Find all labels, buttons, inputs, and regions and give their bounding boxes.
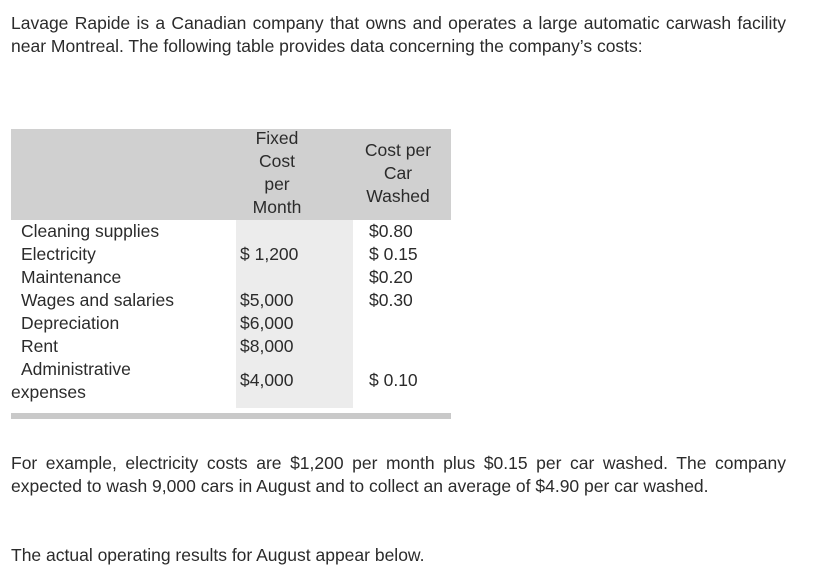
- table-bottom-border: [11, 413, 451, 419]
- admin-label-line1: Administrative: [21, 359, 131, 379]
- row-label: Cleaning supplies: [21, 221, 160, 241]
- row-fixed-cost: $5,000: [240, 290, 294, 310]
- row-fixed-cost: $ 1,200: [240, 244, 299, 264]
- fixed-header-line: Month: [252, 197, 302, 217]
- row-label: Electricity: [21, 244, 96, 264]
- fixed-header-line: Cost: [259, 151, 295, 171]
- row-variable-cost: $0.80: [369, 221, 413, 241]
- fixed-header-line: Fixed: [255, 128, 299, 148]
- row-variable-cost: $0.30: [369, 290, 413, 310]
- example-paragraph: For example, electricity costs are $1,200 per month plus $0.15 per car washed. The company expected to wash 9,000 cars in August and to collect an average of $4.90 per car washed.: [11, 453, 786, 496]
- var-header-line: Washed: [366, 186, 430, 206]
- var-header-line: Car: [383, 163, 413, 183]
- admin-variable-cost: $ 0.10: [369, 370, 418, 390]
- fixed-header-line: per: [264, 174, 290, 194]
- fixed-cost-header: [242, 127, 312, 219]
- table-body: [11, 220, 451, 408]
- admin-label-line2: expenses: [11, 382, 86, 402]
- row-label: Maintenance: [21, 267, 122, 287]
- variable-cost-header: [356, 139, 440, 208]
- row-variable-cost: $ 0.15: [369, 244, 418, 264]
- table-header: [11, 129, 451, 220]
- row-fixed-cost: $8,000: [240, 336, 294, 356]
- cost-table: [11, 129, 451, 408]
- row-fixed-cost: $6,000: [240, 313, 294, 333]
- closing-paragraph: The actual operating results for August appear below.: [11, 545, 425, 565]
- row-label: Depreciation: [21, 313, 120, 333]
- admin-fixed-cost: $4,000: [240, 370, 294, 390]
- row-variable-cost: $0.20: [369, 267, 413, 287]
- var-header-line: Cost per: [364, 140, 432, 160]
- intro-paragraph: Lavage Rapide is a Canadian company that owns and operates a large automatic carwash facility near Montreal. The following table provides data concerning the company’s costs:: [11, 13, 786, 56]
- row-label: Wages and salaries: [21, 290, 175, 310]
- row-label: Rent: [21, 336, 58, 356]
